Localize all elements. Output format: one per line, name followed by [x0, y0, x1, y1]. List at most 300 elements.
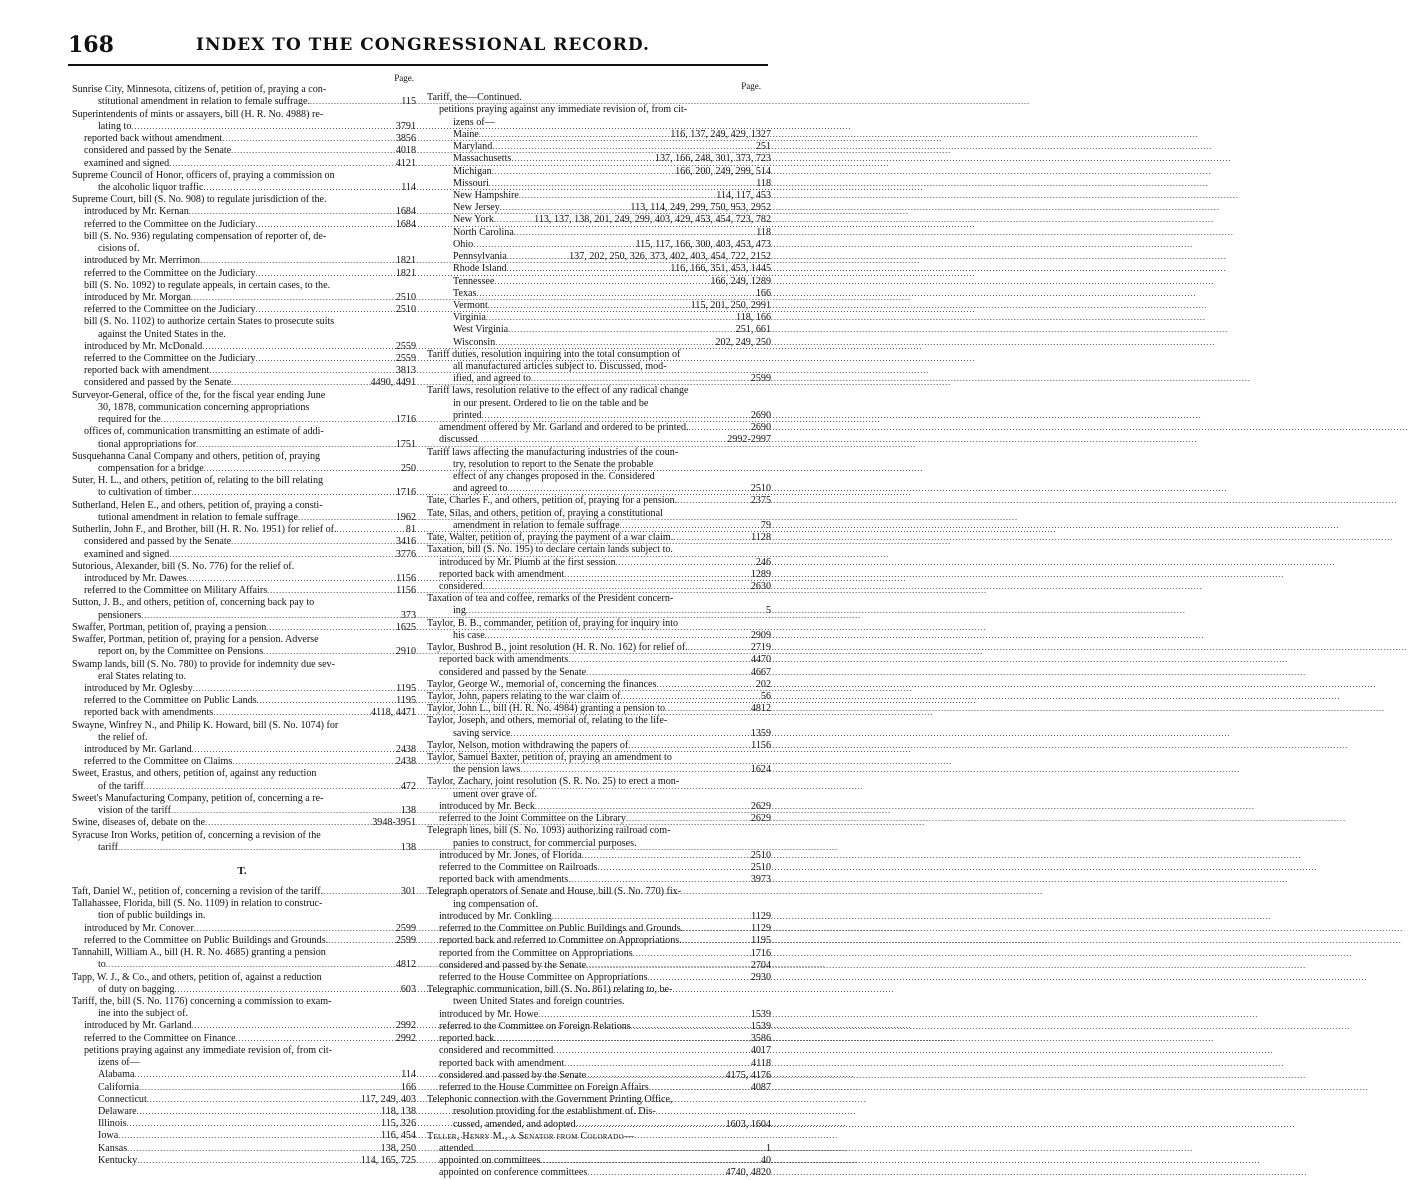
- page-reference: 4118, 4471: [370, 707, 416, 719]
- leader-dots: [189, 206, 395, 218]
- entry-text: considered and passed by the Senate: [439, 1069, 587, 1081]
- index-entry: [423, 813, 771, 825]
- index-entry: [68, 414, 416, 426]
- entry-text: Vermont: [453, 299, 488, 311]
- leader-dots: [127, 1143, 380, 1155]
- leader-dots: [134, 1069, 400, 1081]
- page-reference: 1195: [396, 682, 416, 694]
- entry-text: Tate, Charles F., and others, petition of, praying for a pension.: [427, 495, 678, 507]
- page-reference: 1156: [396, 585, 416, 597]
- index-entry: [68, 536, 416, 548]
- index-entry: [423, 1058, 771, 1070]
- entry-text: Taxation of tea and coffee, remarks of the President concern-: [427, 593, 674, 605]
- index-entry: [68, 402, 416, 414]
- index-entry: [68, 475, 416, 487]
- page-reference: 117, 249, 403: [360, 1093, 416, 1105]
- page-reference: 1289: [750, 568, 771, 580]
- entry-text: lating to: [98, 120, 132, 132]
- index-entry: [423, 300, 771, 312]
- entry-text: Massachusetts: [453, 153, 512, 165]
- leader-dots: [649, 1082, 750, 1094]
- leader-dots: [187, 573, 396, 585]
- page-reference: 1716: [750, 947, 771, 959]
- leader-dots: [586, 960, 750, 972]
- index-entry: [423, 239, 771, 251]
- entry-text: Tannahill, William A., bill (H. R. No. 4685) granting a pension: [72, 947, 326, 959]
- entry-text: effect of any changes proposed in the. Considered: [453, 471, 655, 482]
- index-entry: [423, 373, 771, 385]
- entry-text: introduced by Mr. Dawes: [84, 572, 187, 584]
- page-reference: 1129: [751, 910, 771, 922]
- index-entry: [423, 764, 771, 776]
- entry-text: referred to the Committee on the Judiciary: [84, 304, 256, 316]
- page-reference: 2910: [395, 646, 416, 658]
- page-reference: 1539: [750, 1008, 771, 1020]
- page-reference: 3791: [395, 120, 416, 132]
- leader-dots: [564, 569, 750, 581]
- entry-text: Sutton, J. B., and others, petition of, concerning back pay to: [72, 597, 315, 609]
- entry-text: introduced by Mr. Kernan: [84, 206, 189, 218]
- t-entries-continued-list: [423, 92, 771, 1179]
- index-entry: [68, 923, 416, 935]
- page-reference: 2629: [750, 813, 771, 825]
- entry-text: tional appropriations for: [98, 438, 197, 450]
- entry-text: Telegraphic communication, bill (S. No. 861) relating to, be-: [427, 984, 673, 996]
- page-reference: 1716: [395, 487, 416, 499]
- entry-text: saving service: [453, 727, 511, 739]
- entry-text: report on, by the Committee on Pensions: [98, 646, 264, 658]
- page-reference: 4740, 4820: [725, 1167, 771, 1179]
- entry-text: Connecticut: [98, 1093, 147, 1105]
- index-entry: [68, 817, 416, 829]
- entry-text: introduced by Mr. Garland: [84, 744, 192, 756]
- page-reference: 251, 661: [735, 324, 771, 336]
- entry-text: discussed: [439, 434, 478, 446]
- page-reference: 166: [400, 1081, 416, 1093]
- index-entry: [423, 434, 771, 446]
- page-reference: 2559: [395, 353, 416, 365]
- entry-text: Illinois: [98, 1118, 127, 1130]
- entry-text: New York: [453, 214, 494, 226]
- entry-text: Wisconsin: [453, 336, 496, 348]
- index-entry: [423, 618, 771, 630]
- index-entry: [68, 695, 416, 707]
- leader-dots: [337, 524, 405, 536]
- leader-dots: [488, 300, 690, 312]
- index-entry: [423, 728, 771, 740]
- index-entry: [423, 508, 771, 520]
- entry-text: Taxation, bill (S. No. 195) to declare certain lands subject to.: [427, 544, 673, 556]
- index-entry: [68, 329, 416, 341]
- entry-text: cussed, amended, and adopted: [453, 1118, 576, 1130]
- entry-text: referred to the Committee on the Judiciary: [84, 218, 256, 230]
- index-entry: [68, 720, 416, 732]
- leader-dots: [586, 667, 750, 679]
- index-entry: [423, 1045, 771, 1057]
- page-reference: 115, 201, 250, 2991: [690, 299, 771, 311]
- page-reference: 118: [756, 226, 771, 238]
- index-entry: [68, 984, 416, 996]
- leader-dots: [175, 984, 400, 996]
- index-entry: [423, 776, 771, 788]
- entry-text: Tennessee: [453, 275, 495, 287]
- page-reference: 1716: [395, 414, 416, 426]
- index-entry: [68, 84, 416, 96]
- entry-text: referred to the Committee on the Judiciary: [84, 353, 256, 365]
- leader-dots: [568, 874, 750, 886]
- entry-text: Pennsylvania: [453, 251, 507, 263]
- page-reference: 1195: [751, 935, 771, 947]
- index-entry: [68, 996, 416, 1008]
- index-entry: [68, 243, 416, 255]
- entry-text: Susquehanna Canal Company and others, petition of, praying: [72, 450, 321, 462]
- entry-text: petitions praying against any immediate revision of, from cit-: [439, 104, 688, 116]
- leader-dots: [620, 520, 760, 532]
- leader-dots: [473, 239, 634, 251]
- page-reference: 3416: [395, 536, 416, 548]
- entry-text: amendment in relation to female suffrage: [453, 519, 620, 531]
- index-entry: [68, 1130, 416, 1142]
- page-reference: 1129: [751, 923, 771, 935]
- index-entry: [423, 996, 771, 1008]
- page-reference: 3586: [750, 1033, 771, 1045]
- entry-text: Kansas: [98, 1142, 128, 1154]
- entry-text: reported back with amendments: [84, 707, 214, 719]
- entry-text: bill (S. No. 1102) to authorize certain States to prosecute suits: [84, 316, 335, 328]
- page-reference: 4812: [395, 959, 416, 971]
- index-entry: [423, 520, 771, 532]
- index-entry: [423, 214, 771, 226]
- page-reference: 3776: [395, 548, 416, 560]
- leader-dots: [582, 850, 750, 862]
- leader-dots: [137, 1106, 380, 1118]
- page-reference: 1359: [750, 727, 771, 739]
- index-entry: [423, 227, 771, 239]
- entry-text: referred to the Committee on Public Buildings and Grounds.: [439, 923, 684, 935]
- entry-text: referred to the Committee on the Judiciary: [84, 267, 256, 279]
- leader-dots: [628, 740, 750, 752]
- leader-dots: [131, 121, 394, 133]
- leader-dots: [169, 549, 395, 561]
- leader-dots: [492, 141, 755, 153]
- index-entry: [423, 1106, 771, 1118]
- index-entry: [423, 104, 771, 116]
- entry-text: Sweet's Manufacturing Company, petition of, concerning a re-: [72, 792, 324, 804]
- index-entry: [423, 447, 771, 459]
- entry-text: Tate, Silas, and others, petition of, praying a constitutional: [427, 507, 663, 519]
- index-entry: [68, 365, 416, 377]
- entry-text: referred to the Committee on Public Lands: [84, 695, 257, 707]
- leader-dots: [631, 1021, 750, 1033]
- index-entry: [68, 426, 416, 438]
- leader-dots: [213, 707, 370, 719]
- leader-dots: [507, 251, 568, 263]
- index-entry: [68, 646, 416, 658]
- index-entry: [68, 959, 416, 971]
- index-entry: [423, 178, 771, 190]
- page-reference: 138: [400, 805, 416, 817]
- page-reference: 1539: [750, 1020, 771, 1032]
- index-entry: [68, 1033, 416, 1045]
- page-reference: 4087: [750, 1081, 771, 1093]
- entry-text: Telegraph lines, bill (S. No. 1093) authorizing railroad com-: [427, 825, 671, 837]
- index-entry: [68, 622, 416, 634]
- entry-text: Suter, H. L., and others, petition of, relating to the bill relating: [72, 475, 324, 487]
- leader-dots: [519, 190, 715, 202]
- index-entry: [68, 182, 416, 194]
- index-entry: [423, 593, 771, 605]
- entry-text: Tariff, the—Continued.: [427, 92, 522, 104]
- leader-dots: [507, 263, 670, 275]
- leader-dots: [203, 182, 400, 194]
- page-reference: 2510: [750, 862, 771, 873]
- leader-dots: [266, 622, 395, 634]
- index-entry: [423, 1167, 771, 1179]
- page-reference: 114, 165, 725: [360, 1154, 416, 1166]
- page-reference: 2992: [395, 1020, 416, 1032]
- entry-text: reported back: [439, 1033, 495, 1045]
- entry-text: the alcoholic liquor traffic: [98, 181, 204, 193]
- page-reference: 3973: [750, 874, 771, 886]
- index-entry: [423, 642, 771, 654]
- leader-dots: [328, 935, 395, 947]
- index-entry: [68, 231, 416, 243]
- index-entry: [68, 1094, 416, 1106]
- leader-dots: [144, 781, 400, 793]
- entry-text: attended: [439, 1143, 474, 1155]
- page-reference: 250: [400, 463, 416, 474]
- index-entry: [423, 337, 771, 349]
- entry-text: printed: [453, 409, 482, 421]
- entry-text: introduced by Mr. Plumb at the first session: [439, 556, 616, 568]
- leader-dots: [507, 483, 749, 495]
- entry-text: the relief of.: [98, 731, 148, 743]
- leader-dots: [267, 585, 395, 597]
- leader-dots: [677, 495, 750, 507]
- index-entry: [423, 1082, 771, 1094]
- index-entry: [423, 1143, 771, 1155]
- leader-dots: [540, 1155, 759, 1167]
- leader-dots: [626, 813, 750, 825]
- entry-text: vision of the tariff: [98, 805, 171, 817]
- left-column: [68, 72, 416, 1167]
- page-reference: 3813: [395, 365, 416, 377]
- entry-text: examined and signed: [84, 157, 170, 169]
- entry-text: bill (S. No. 1092) to regulate appeals, in certain cases, to the.: [84, 279, 331, 291]
- entry-text: Teller, Henry M., a Senator from Colorado—: [427, 1130, 635, 1142]
- leader-dots: [298, 512, 395, 524]
- page-reference: 1: [765, 1143, 771, 1155]
- entry-text: Kentucky: [98, 1154, 138, 1166]
- entry-text: reported back with amendment: [439, 568, 565, 580]
- entry-text: against the United States in the.: [98, 328, 226, 340]
- leader-dots: [118, 1130, 380, 1142]
- index-entry: [423, 1070, 771, 1082]
- entry-text: Taylor, George W., memorial of, concerning the finances: [427, 678, 657, 690]
- page-reference: 79: [760, 519, 771, 531]
- entry-text: reported back with amendment: [84, 365, 210, 377]
- entry-text: Alabama: [98, 1069, 135, 1081]
- index-entry: [68, 610, 416, 622]
- entry-text: examined and signed: [84, 548, 170, 560]
- entry-text: tutional amendment in relation to female suffrage: [98, 511, 298, 523]
- page-reference: 2992-2997: [727, 434, 771, 446]
- entry-text: introduced by Mr. Beck: [439, 800, 535, 812]
- leader-dots: [616, 557, 755, 569]
- page-reference: 4018: [395, 145, 416, 157]
- entry-text: try, resolution to report to the Senate the probable: [453, 458, 654, 470]
- entry-text: Sweet, Erastus, and others, petition of, against any reduction: [72, 768, 317, 780]
- entry-text: petitions praying against any immediate revision of, from cit-: [84, 1044, 333, 1056]
- page-reference: 118: [756, 177, 771, 189]
- entry-text: Telephonic connection with the Government Printing Office,: [427, 1094, 673, 1106]
- entry-text: New Jersey: [453, 202, 500, 214]
- index-entry: [423, 899, 771, 911]
- index-entry: [68, 830, 416, 842]
- entry-text: tion of public buildings in.: [98, 910, 206, 922]
- entry-text: ing compensation of.: [453, 898, 538, 910]
- page-reference: 2599: [395, 922, 416, 934]
- leader-dots: [310, 96, 400, 108]
- index-entry: [68, 947, 416, 959]
- index-entry: [68, 781, 416, 793]
- leader-dots: [222, 133, 395, 145]
- entry-text: referred to the Committee on Foreign Relations: [439, 1020, 631, 1032]
- page-reference: 4470: [750, 654, 771, 666]
- page-reference: 116, 137, 249, 429, 1327: [670, 128, 771, 140]
- entry-text: Swayne, Winfrey N., and Philip K. Howard, bill (S. No. 1074) for: [72, 719, 339, 731]
- page-reference: 373: [400, 609, 416, 621]
- leader-dots: [495, 337, 714, 349]
- entry-text: appointed on committees: [439, 1155, 541, 1167]
- index-entry: [423, 948, 771, 960]
- leader-dots: [508, 324, 735, 336]
- index-entry: [423, 312, 771, 324]
- page-reference: 4667: [750, 666, 771, 678]
- leader-dots: [171, 805, 400, 817]
- entry-text: pensioners: [98, 609, 142, 621]
- entry-text: introduced by Mr. Conkling: [439, 910, 552, 922]
- section-letter-t: T.: [237, 865, 247, 877]
- entry-text: Surveyor-General, office of the, for the fiscal year ending June: [72, 389, 326, 401]
- index-entry: [423, 153, 771, 165]
- entry-text: Maryland: [453, 141, 493, 153]
- leader-dots: [633, 948, 750, 960]
- page-reference: 603: [400, 983, 416, 995]
- right-column: [423, 72, 771, 1180]
- index-entry: [423, 398, 771, 410]
- page-reference: 2438: [395, 744, 416, 756]
- index-entry: [423, 349, 771, 361]
- leader-dots: [256, 219, 395, 231]
- entry-text: Taylor, Bushrod B., joint resolution (H. R. No. 162) for relief of.: [427, 642, 688, 654]
- index-entry: [423, 544, 771, 556]
- leader-dots: [564, 1058, 750, 1070]
- page-reference: 2559: [395, 340, 416, 352]
- leader-dots: [552, 911, 750, 923]
- page-reference: 1156: [396, 572, 416, 584]
- leader-dots: [576, 1119, 725, 1131]
- entry-text: Swamp lands, bill (S. No. 780) to provide for indemnity due sev-: [72, 658, 335, 670]
- index-entry: [68, 1106, 416, 1118]
- leader-dots: [106, 959, 395, 971]
- index-entry: [68, 377, 416, 389]
- index-entry: [68, 898, 416, 910]
- entry-text: ument over grave of.: [453, 788, 538, 800]
- index-entry: [423, 850, 771, 862]
- leader-dots: [256, 304, 395, 316]
- index-entry: [423, 667, 771, 679]
- index-entry: [423, 288, 771, 300]
- leader-dots: [531, 373, 750, 385]
- index-entry: [423, 923, 771, 935]
- leader-dots: [494, 1033, 750, 1045]
- index-entry: [68, 585, 416, 597]
- index-entry: [68, 96, 416, 108]
- page-reference: 115, 117, 166, 300, 403, 453, 473: [635, 238, 771, 250]
- leader-dots: [665, 703, 750, 715]
- leader-dots: [161, 414, 395, 426]
- index-entry: [423, 715, 771, 727]
- index-entry: [423, 202, 771, 214]
- leader-dots: [568, 654, 750, 666]
- entry-text: Superintendents of mints or assayers, bill (H. R. No. 4988) re-: [72, 108, 324, 120]
- leader-dots: [191, 292, 395, 304]
- entry-text: ing: [453, 605, 466, 617]
- entry-text: West Virginia: [453, 324, 509, 336]
- index-entry: [68, 341, 416, 353]
- leader-dots: [492, 166, 674, 178]
- entry-text: Sunrise City, Minnesota, citizens of, petition of, praying a con-: [72, 84, 327, 96]
- entry-text: referred to the Joint Committee on the Library: [439, 813, 626, 825]
- leader-dots: [323, 886, 400, 898]
- index-entry: [423, 1094, 771, 1106]
- index-entry: [68, 842, 416, 854]
- entry-text: izens of—: [98, 1057, 140, 1069]
- index-entry: [68, 463, 416, 475]
- index-entry: [423, 691, 771, 703]
- entry-text: to: [98, 959, 106, 971]
- index-entry: [423, 935, 771, 947]
- page-reference: 116, 166, 351, 453, 1445: [670, 263, 771, 275]
- entry-text: introduced by Mr. Howe: [439, 1008, 539, 1020]
- entry-text: stitutional amendment in relation to female suffrage.: [98, 96, 310, 108]
- index-entry: [68, 597, 416, 609]
- index-entry: [68, 683, 416, 695]
- entry-text: considered and recommitted: [439, 1045, 554, 1057]
- leader-dots: [535, 801, 750, 813]
- leader-dots: [256, 268, 395, 280]
- leader-dots: [263, 646, 395, 658]
- entry-text: reported back with amendments: [439, 874, 569, 886]
- entry-text: offices of, communication transmitting an estimate of addi-: [84, 426, 324, 438]
- page-reference: 202: [755, 678, 771, 690]
- entry-text: Tariff duties, resolution inquiring into the total consumption of: [427, 348, 681, 360]
- index-entry: [423, 886, 771, 898]
- entry-text: New Hampshire: [453, 189, 519, 201]
- index-entry: [423, 1131, 771, 1143]
- entry-text: panies to construct, for commercial purposes.: [453, 837, 637, 849]
- entry-text: amendment offered by Mr. Garland and ordered to be printed.: [439, 422, 689, 434]
- leader-dots: [200, 255, 395, 267]
- leader-dots: [118, 842, 400, 854]
- leader-dots: [511, 153, 654, 165]
- index-entry: [423, 263, 771, 275]
- leader-dots: [193, 683, 395, 695]
- page-reference: 1624: [750, 764, 771, 776]
- page-reference: 113, 114, 249, 299, 750, 953, 2952: [630, 202, 771, 214]
- index-entry: [423, 862, 771, 874]
